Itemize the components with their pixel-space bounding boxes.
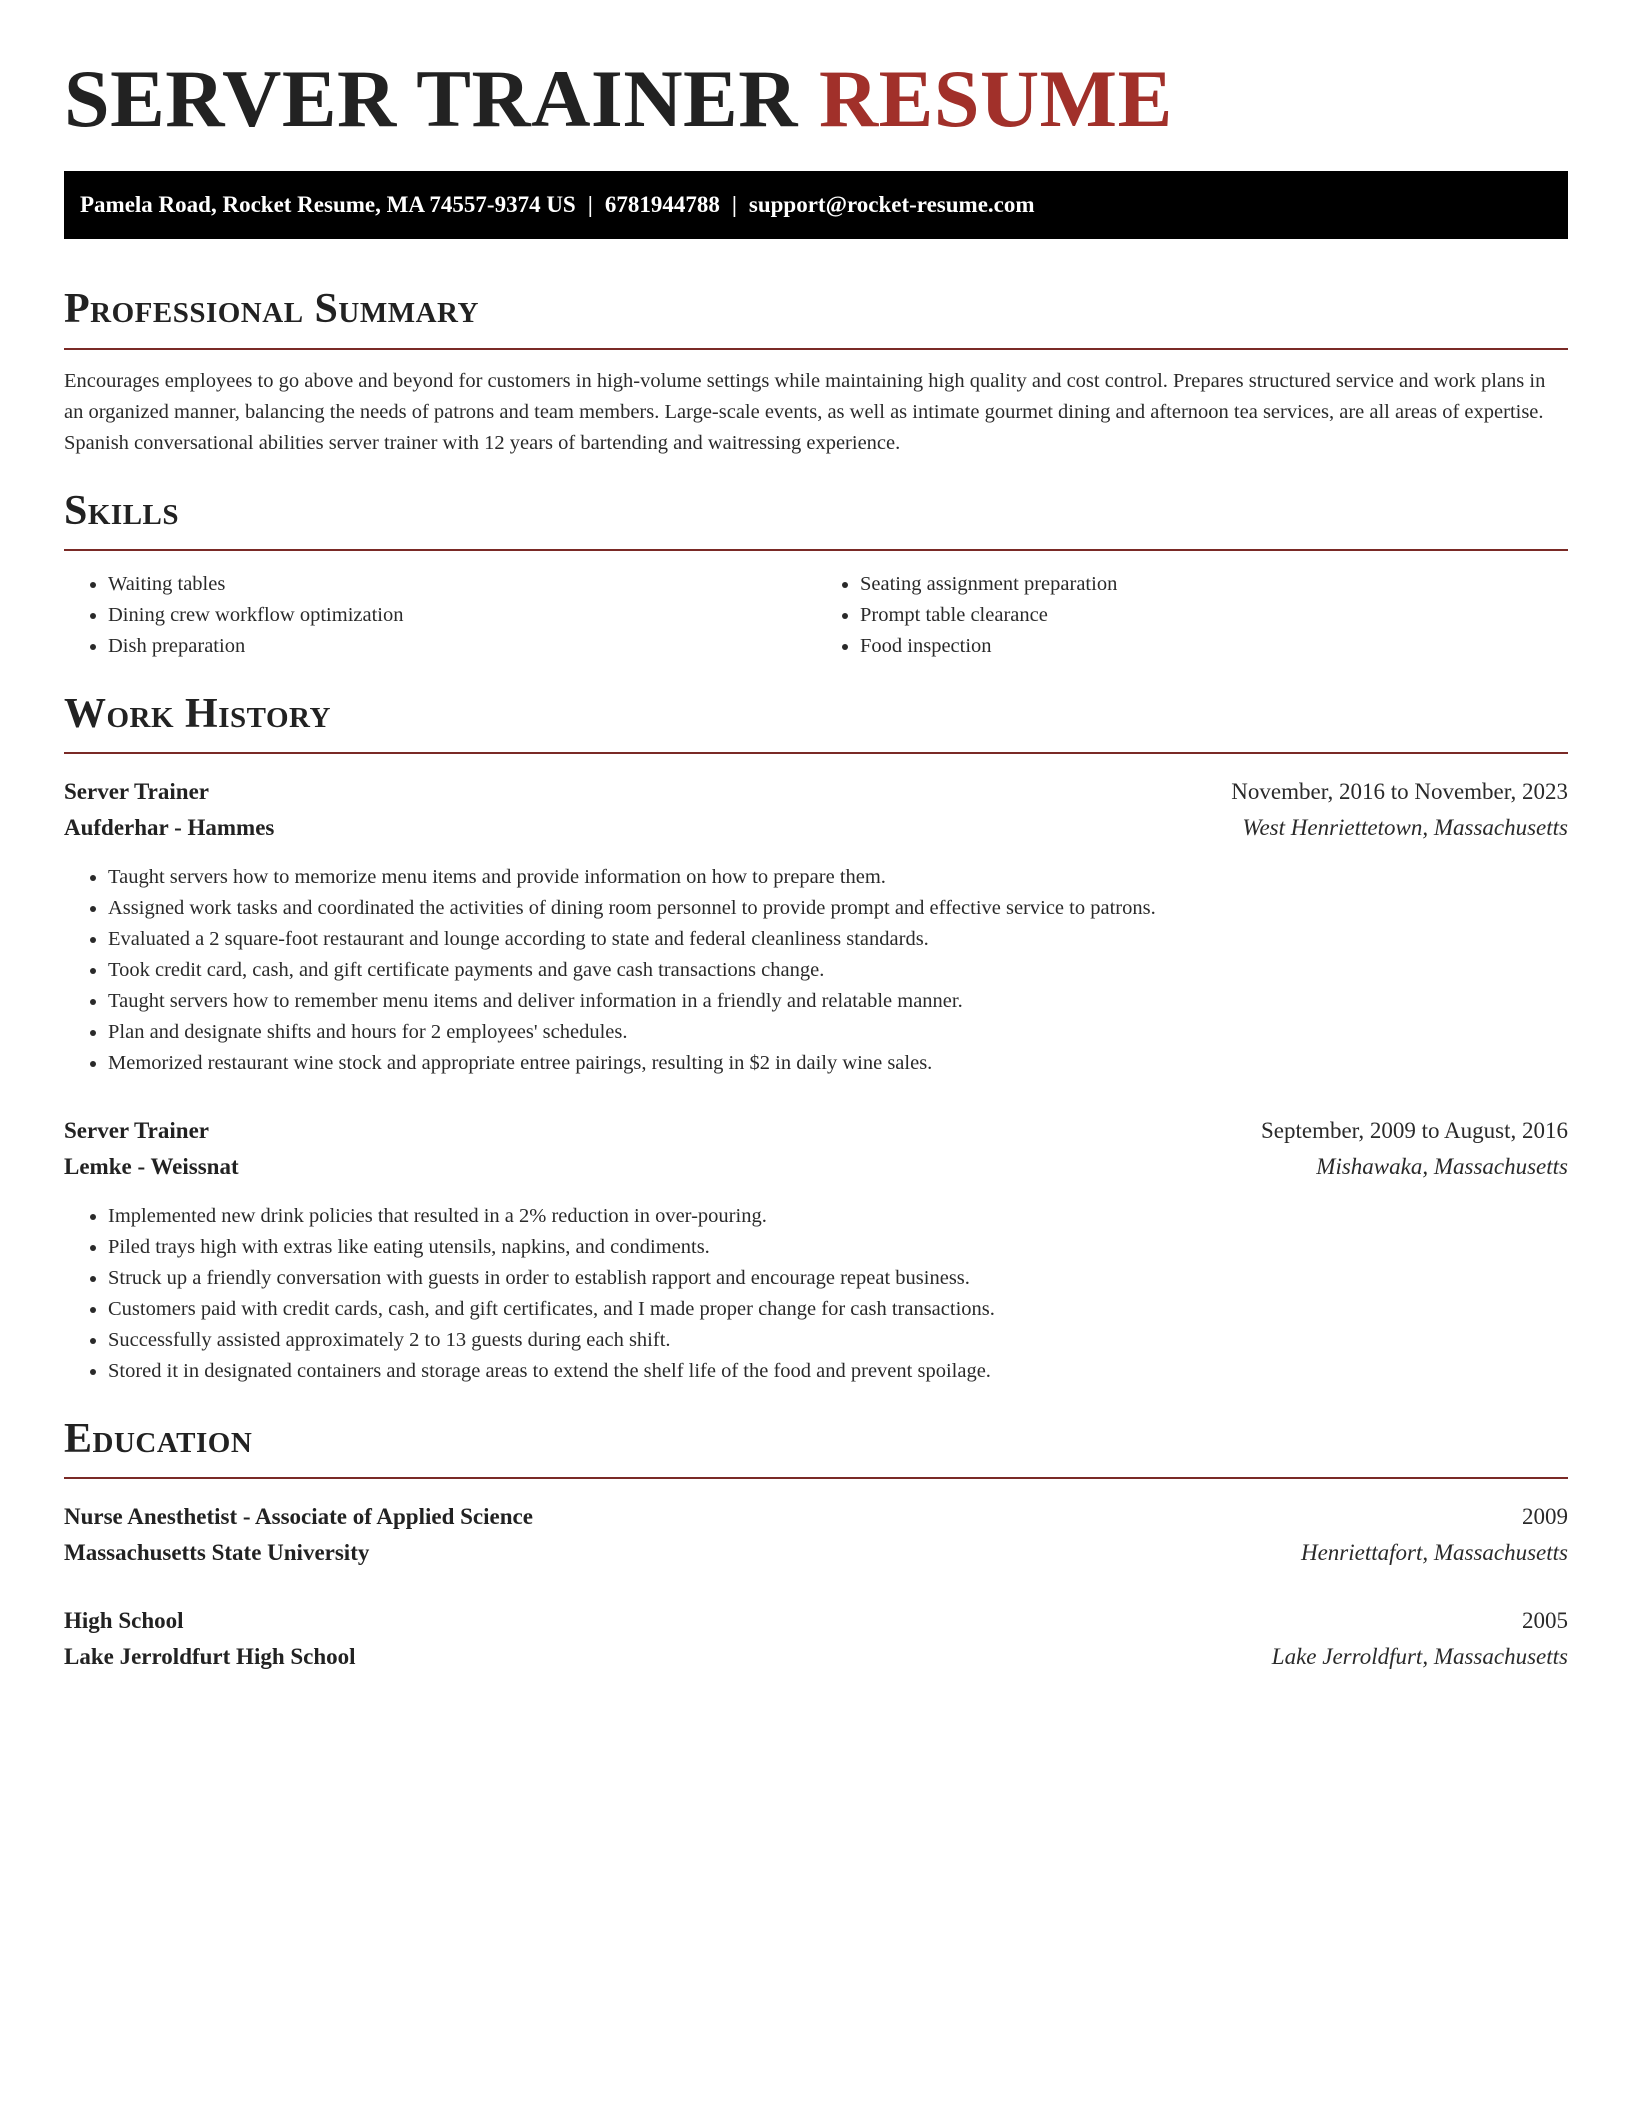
job-title-row [64, 1113, 1568, 1149]
skill-item: • Waiting tables [108, 569, 816, 600]
education-degree: Nurse Anesthetist - Associate of Applied Science [64, 1504, 533, 1530]
job-location: West Henriettetown, Massachusetts [1242, 815, 1568, 841]
skill-item: • Prompt table clearance [860, 600, 1568, 631]
education-school-row [64, 1535, 1568, 1571]
education-location: Henriettafort, Massachusetts [1300, 1540, 1568, 1566]
education-degree-row [64, 1603, 1568, 1639]
summary-section [64, 285, 1568, 458]
job-company-row [64, 1149, 1568, 1185]
job-company: Lemke - Weissnat [64, 1154, 239, 1180]
job-bullets [64, 1201, 1568, 1387]
skill-item: • Dish preparation [108, 631, 816, 662]
job-bullet: • Taught servers how to remember menu items and deliver information in a friendly and relatable manner. [108, 986, 1568, 1017]
education-school: Massachusetts State University [64, 1540, 370, 1566]
section-heading-work-history: Work History [64, 690, 331, 737]
skill-item: • Food inspection [860, 631, 1568, 662]
section-divider [64, 348, 1568, 350]
job-bullet: • Assigned work tasks and coordinated the activities of dining room personnel to provide prompt and effective service to patrons. [108, 893, 1568, 924]
skills-list-right [816, 569, 1568, 662]
section-heading-education: Education [64, 1416, 253, 1463]
job-bullets [64, 862, 1568, 1079]
job-bullet: • Struck up a friendly conversation with guests in order to establish rapport and encourage repeat business. [108, 1263, 1568, 1294]
title-accent: RESUME [818, 53, 1173, 144]
contact-separator: | [587, 192, 593, 218]
skill-item: • Dining crew workflow optimization [108, 600, 816, 631]
section-heading-summary: Professional Summary [64, 286, 479, 333]
section-heading-skills: Skills [64, 487, 180, 534]
job-bullet: • Implemented new drink policies that resulted in a 2% reduction in over-pouring. [108, 1201, 1568, 1232]
title-main: SERVER TRAINER [64, 53, 798, 144]
job-bullet: • Piled trays high with extras like eating utensils, napkins, and condiments. [108, 1232, 1568, 1263]
job-bullet: • Stored it in designated containers and storage areas to extend the shelf life of the food and prevent spoilage. [108, 1356, 1568, 1387]
job-title: Server Trainer [64, 779, 209, 805]
job-company: Aufderhar - Hammes [64, 815, 275, 841]
contact-address: Pamela Road, Rocket Resume, MA 74557-9374 US [80, 192, 576, 218]
education-entry [64, 1499, 1568, 1571]
skills-list-left [64, 569, 816, 662]
skills-columns [64, 569, 1568, 662]
contact-bar [64, 171, 1568, 239]
job-entry [64, 1113, 1568, 1387]
education-degree-row [64, 1499, 1568, 1535]
education-school: Lake Jerroldfurt High School [64, 1644, 356, 1670]
skill-item: • Seating assignment preparation [860, 569, 1568, 600]
education-degree: High School [64, 1608, 184, 1634]
education-location: Lake Jerroldfurt, Massachusetts [1271, 1644, 1568, 1670]
job-bullet: • Customers paid with credit cards, cash, and gift certificates, and I made proper change for cash transactions. [108, 1294, 1568, 1325]
job-bullet: • Taught servers how to memorize menu items and provide information on how to prepare them. [108, 862, 1568, 893]
job-company-row [64, 810, 1568, 846]
job-bullet: • Took credit card, cash, and gift certificate payments and gave cash transactions change. [108, 955, 1568, 986]
skills-section [64, 487, 1568, 662]
education-year: 2005 [1522, 1608, 1568, 1634]
job-entry [64, 774, 1568, 1079]
resume-title [64, 52, 1568, 146]
section-divider [64, 549, 1568, 551]
summary-text: Encourages employees to go above and beyond for customers in high-volume settings while maintaining high quality and cost control. Prepares structured service and work plans in an organized manner, balancing the needs of patrons and team members. Large-scale events, as well as intimate gourmet dining and afternoon tea services, are all areas of expertise. Spanish conversational abilities server trainer with 12 years of bartending and waitressing experience. [64, 369, 1546, 454]
education-year: 2009 [1522, 1504, 1568, 1530]
job-title-row [64, 774, 1568, 810]
job-dates: November, 2016 to November, 2023 [1231, 779, 1568, 805]
education-school-row [64, 1639, 1568, 1675]
job-bullet: • Successfully assisted approximately 2 to 13 guests during each shift. [108, 1325, 1568, 1356]
contact-separator: | [731, 192, 737, 218]
job-title: Server Trainer [64, 1118, 209, 1144]
job-location: Mishawaka, Massachusetts [1316, 1154, 1568, 1180]
job-bullet: • Evaluated a 2 square-foot restaurant and lounge according to state and federal cleanliness standards. [108, 924, 1568, 955]
education-section [64, 1415, 1568, 1675]
job-bullet: • Memorized restaurant wine stock and appropriate entree pairings, resulting in $2 in daily wine sales. [108, 1048, 1568, 1079]
job-dates: September, 2009 to August, 2016 [1260, 1118, 1568, 1144]
section-divider [64, 752, 1568, 754]
contact-email: support@rocket-resume.com [748, 192, 1035, 218]
contact-phone: 6781944788 [604, 192, 720, 218]
section-divider [64, 1477, 1568, 1479]
job-bullet: • Plan and designate shifts and hours for 2 employees' schedules. [108, 1017, 1568, 1048]
education-entry [64, 1603, 1568, 1675]
work-history-section [64, 690, 1568, 1387]
